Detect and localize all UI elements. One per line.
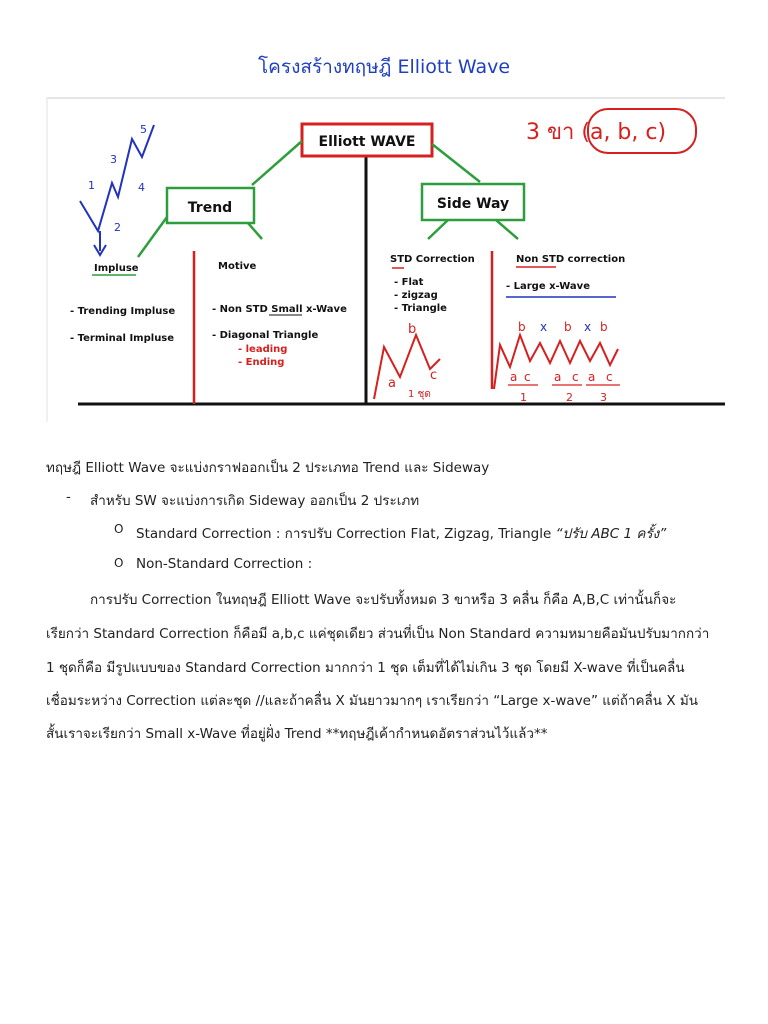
large-xwave-label: - Large x-Wave: [506, 281, 590, 292]
motive-sub-2: - Ending: [238, 357, 285, 368]
svg-text:b: b: [600, 320, 608, 334]
para2-line-3: 1 ชุดก็คือ มีรูปแบบของ Standard Correction มากกว่า 1 ชุด เต็มที่ได้ไม่เกิน 3 ชุด โดยมี X-wave ที่เป็นคลื่น: [46, 660, 685, 676]
connector-impluse: [138, 217, 167, 257]
motive-label: Motive: [218, 261, 257, 272]
document-title: โครงสร้างทฤษฎี Elliott Wave: [257, 56, 511, 78]
bullet-sideway-types: สำหรับ SW จะแบ่งการเกิด Sideway ออกเป็น 2 ประเภท: [90, 493, 420, 509]
svg-text:1: 1: [88, 179, 95, 192]
svg-text:c: c: [430, 368, 438, 383]
svg-text:2: 2: [114, 221, 121, 234]
svg-text:1: 1: [520, 391, 527, 404]
svg-text:x: x: [540, 320, 548, 334]
svg-text:b: b: [518, 320, 526, 334]
motive-item-2: - Diagonal Triangle: [212, 330, 319, 341]
handwriting-abc: 3 ขา (a, b, c): [526, 120, 667, 145]
trend-label: Trend: [187, 200, 233, 216]
sub-marker-1: O: [114, 522, 124, 536]
svg-text:a: a: [554, 370, 562, 384]
svg-text:a: a: [588, 370, 596, 384]
impluse-label: Impluse: [94, 263, 139, 274]
svg-text:b: b: [564, 320, 572, 334]
svg-text:4: 4: [138, 181, 145, 194]
para2-line-1: การปรับ Correction ในทฤษฎี Elliott Wave จะปรับทั้งหมด 3 ขาหรือ 3 คลื่น ก็คือ A,B,C เท่านั้นก็จะ: [90, 592, 677, 608]
svg-text:a: a: [388, 376, 396, 391]
svg-text:2: 2: [566, 391, 573, 404]
impluse-item-2: - Terminal Impluse: [70, 333, 175, 344]
standard-correction-note: “ปรับ ABC 1 ครั้ง”: [555, 526, 667, 542]
bullet-dash: -: [66, 489, 71, 505]
para2-line-2: เรียกว่า Standard Correction ก็คือมี a,b,c แค่ชุดเดียว ส่วนที่เป็น Non Standard ความหมายคือมันปรับมากกว่า: [46, 626, 710, 642]
std-item-1: - Flat: [394, 277, 424, 288]
connector-nonstd: [496, 220, 518, 239]
standard-correction-item: Standard Correction : การปรับ Correction Flat, Zigzag, Triangle “ปรับ ABC 1 ครั้ง”: [136, 526, 667, 542]
svg-text:c: c: [572, 370, 579, 384]
svg-text:a: a: [510, 370, 518, 384]
para2-line-5: สั้นเราจะเรียกว่า Small x-Wave ที่อยู่ฝั่ง Trend **ทฤษฎีเค้ากำหนดอัตราส่วนไว้แล้ว**: [46, 726, 548, 742]
svg-text:5: 5: [140, 123, 147, 136]
std-item-2: - zigzag: [394, 290, 438, 301]
sub-marker-2: O: [114, 556, 124, 570]
motive-sub-1: - leading: [238, 344, 288, 355]
para2-line-4: เชื่อมระหว่าง Correction แต่ละชุด //และถ้าคลื่น X มันยาวมากๆ เราเรียกว่า “Large x-wave” แต่ถ้าคลื่น X มัน: [46, 693, 698, 709]
motive-item-1: - Non STD Small x-Wave: [212, 304, 347, 315]
svg-text:b: b: [408, 322, 417, 337]
non-std-correction-label: Non STD correction: [516, 254, 626, 265]
std-item-3: - Triangle: [394, 303, 447, 314]
svg-text:x: x: [584, 320, 592, 334]
connector-std: [428, 220, 448, 239]
svg-text:c: c: [606, 370, 613, 384]
root-label: Elliott WAVE: [318, 134, 416, 150]
impulse-wave-sketch: [80, 125, 154, 231]
std-correction-label: STD Correction: [390, 254, 475, 265]
impluse-item-1: - Trending Impluse: [70, 306, 176, 317]
svg-text:3: 3: [110, 153, 117, 166]
svg-text:c: c: [524, 370, 531, 384]
svg-text:1 ชุด: 1 ชุด: [408, 389, 431, 400]
elliott-wave-diagram: [46, 97, 725, 422]
non-standard-correction-item: Non-Standard Correction :: [136, 556, 313, 572]
intro-paragraph: ทฤษฎี Elliott Wave จะแบ่งกราฟออกเป็น 2 ประเภทอ Trend และ Sideway: [46, 460, 490, 476]
connector-trend: [252, 141, 302, 185]
svg-text:3: 3: [600, 391, 607, 404]
connector-sideway: [432, 144, 480, 182]
sideway-label: Side Way: [436, 196, 510, 212]
